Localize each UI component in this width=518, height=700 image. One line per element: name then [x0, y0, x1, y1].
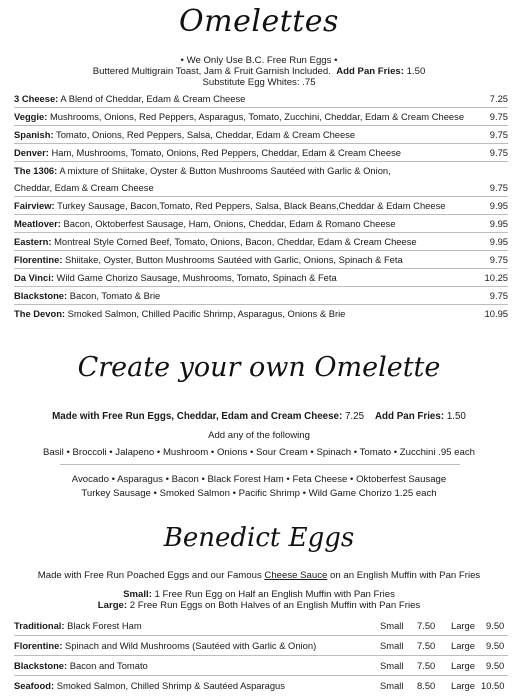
benedict-item	[14, 617, 508, 636]
item-desc: Black Forest Ham	[64, 620, 142, 631]
benedict-small-text: 1 Free Run Egg on Half an English Muffin with Pan Fries	[151, 589, 395, 600]
benedict-item	[14, 677, 508, 695]
benedict-small-label: Small:	[123, 589, 152, 600]
item-name: Spanish:	[14, 129, 54, 140]
benedict-large-text: 2 Free Run Eggs on Both Halves of an English Muffin with Pan Fries	[127, 600, 421, 611]
item-name: Seafood:	[14, 680, 55, 691]
small-price: 7.50	[417, 620, 436, 631]
item-name: Blackstone:	[14, 290, 68, 301]
item-name: 3 Cheese:	[14, 93, 59, 104]
item-desc: Bacon, Oktoberfest Sausage, Ham, Onions, Cheddar, Edam & Romano Cheese	[60, 218, 396, 229]
item-name: The 1306:	[14, 165, 58, 176]
benedict-intro-text-end: on an English Muffin with Pan Fries	[327, 570, 481, 581]
benedict-intro-text: Made with Free Run Poached Eggs and our Famous	[37, 570, 265, 581]
benedict-title: Benedict Eggs	[163, 523, 355, 553]
item-name: Fairview:	[14, 200, 55, 211]
omelette-item	[14, 269, 508, 287]
item-desc: Tomato, Onions, Red Peppers, Salsa, Cheddar, Edam & Cream Cheese	[53, 129, 356, 140]
item-price: 9.95	[489, 200, 508, 211]
create-pan-fries-price: 1.50	[444, 411, 466, 422]
large-price: 9.50	[486, 620, 505, 631]
small-label: Small	[380, 620, 404, 631]
omelette-item	[14, 233, 508, 251]
large-price: 9.50	[486, 660, 505, 671]
omelette-item	[14, 144, 508, 162]
item-name: Florentine:	[14, 640, 63, 651]
omelettes-title: Omelettes	[179, 4, 339, 39]
item-desc: Bacon, Tomato & Brie	[67, 290, 161, 301]
item-price: 9.75	[489, 111, 508, 122]
create-addons-125-line-2: Turkey Sausage • Smoked Salmon • Pacific Shrimp • Wild Game Chorizo 1.25 each	[81, 488, 437, 499]
create-pan-fries-label: Add Pan Fries:	[374, 411, 445, 422]
create-base-price: 7.25	[342, 411, 365, 422]
item-name: The Devon:	[14, 308, 66, 319]
create-addons-095: Basil • Broccoli • Jalapeno • Mushroom • Onions • Sour Cream • Spinach • Tomato • Zucchini .95 each	[43, 447, 475, 458]
small-label: Small	[380, 680, 404, 691]
item-name: Da Vinci:	[14, 272, 54, 283]
item-price: 10.25	[484, 272, 508, 283]
benedict-intro-underlined: Cheese Sauce	[264, 570, 328, 581]
omelettes-intro-1: • We Only Use B.C. Free Run Eggs •	[180, 55, 338, 66]
item-desc: Turkey Sausage, Bacon,Tomato, Red Peppers, Salsa, Black Beans,Cheddar & Edam Cheese	[54, 200, 446, 211]
omelette-item	[14, 305, 508, 322]
benedict-item	[14, 657, 508, 676]
omelette-item	[14, 251, 508, 269]
omelettes-pan-fries-label: Add Pan Fries:	[336, 66, 404, 77]
create-omelette-title: Create your own Omelette	[77, 352, 441, 383]
item-price: 9.75	[489, 182, 508, 193]
create-base-line	[0, 411, 518, 422]
benedict-item	[14, 637, 508, 656]
small-label: Small	[380, 660, 404, 671]
omelette-item	[14, 126, 508, 144]
item-name: Meatlover:	[14, 218, 61, 229]
large-label: Large	[451, 640, 475, 651]
item-price: 9.95	[489, 236, 508, 247]
create-add-heading: Add any of the following	[208, 430, 310, 441]
omelettes-intro-2-text: Buttered Multigrain Toast, Jam & Fruit Garnish Included.	[92, 66, 331, 77]
omelette-item	[14, 108, 508, 126]
benedict-large-label: Large:	[97, 600, 128, 611]
item-desc: Montreal Style Corned Beef, Tomato, Onions, Bacon, Cheddar, Edam & Cream Cheese	[51, 236, 417, 247]
item-desc: Shiitake, Oyster, Button Mushrooms Sautéed with Garlic, Onions, Spinach & Feta	[62, 254, 403, 265]
benedict-large-def	[0, 600, 518, 611]
item-price: 9.75	[489, 129, 508, 140]
item-desc: Bacon and Tomato	[67, 660, 148, 671]
item-price: 9.75	[489, 147, 508, 158]
item-desc: A Blend of Cheddar, Edam & Cream Cheese	[58, 93, 246, 104]
small-label: Small	[380, 640, 404, 651]
item-price: 10.95	[484, 308, 508, 319]
item-name: Florentine:	[14, 254, 63, 265]
omelettes-intro-2	[0, 66, 518, 77]
omelette-item	[14, 90, 508, 108]
item-price: 7.25	[489, 93, 508, 104]
omelette-item	[14, 287, 508, 305]
item-name: Eastern:	[14, 236, 52, 247]
large-label: Large	[451, 620, 475, 631]
large-price: 9.50	[486, 640, 505, 651]
omelette-item	[14, 215, 508, 233]
divider	[60, 464, 460, 465]
item-desc-line-2: Cheddar, Edam & Cream Cheese	[14, 182, 154, 193]
item-desc: Wild Game Chorizo Sausage, Mushrooms, Tomato, Spinach & Feta	[53, 272, 337, 283]
small-price: 8.50	[417, 680, 436, 691]
item-name: Blackstone:	[14, 660, 68, 671]
item-desc: Ham, Mushrooms, Tomato, Onions, Red Peppers, Cheddar, Edam & Cream Cheese	[48, 147, 401, 158]
omelettes-intro-3: Substitute Egg Whites: .75	[202, 77, 316, 88]
item-price: 9.75	[489, 290, 508, 301]
small-price: 7.50	[417, 660, 436, 671]
item-name: Traditional:	[14, 620, 65, 631]
small-price: 7.50	[417, 640, 436, 651]
item-name: Veggie:	[14, 111, 48, 122]
benedict-intro	[0, 570, 518, 581]
benedict-small-def	[0, 589, 518, 600]
item-name: Denver:	[14, 147, 49, 158]
omelette-item	[14, 162, 508, 197]
item-desc: Smoked Salmon, Chilled Shrimp & Sautéed Asparagus	[54, 680, 285, 691]
item-price: 9.95	[489, 218, 508, 229]
item-desc: Mushrooms, Onions, Red Peppers, Asparagus, Tomato, Zucchini, Cheddar, Edam & Cream Cheese	[47, 111, 465, 122]
large-price: 10.50	[481, 680, 505, 691]
item-desc: Spinach and Wild Mushrooms (Sautéed with Garlic & Onion)	[62, 640, 317, 651]
item-desc: Smoked Salmon, Chilled Pacific Shrimp, Asparagus, Onions & Brie	[65, 308, 346, 319]
item-desc: A mixture of Shiitake, Oyster & Button Mushrooms Sautéed with Garlic & Onion,	[57, 165, 391, 176]
create-base-text: Made with Free Run Eggs, Cheddar, Edam and Cream Cheese:	[52, 411, 343, 422]
omelettes-pan-fries-price: 1.50	[406, 66, 426, 77]
omelette-item	[14, 197, 508, 215]
large-label: Large	[451, 680, 475, 691]
create-addons-125-line-1: Avocado • Asparagus • Bacon • Black Forest Ham • Feta Cheese • Oktoberfest Sausage	[71, 474, 447, 485]
item-price: 9.75	[489, 254, 508, 265]
large-label: Large	[451, 660, 475, 671]
